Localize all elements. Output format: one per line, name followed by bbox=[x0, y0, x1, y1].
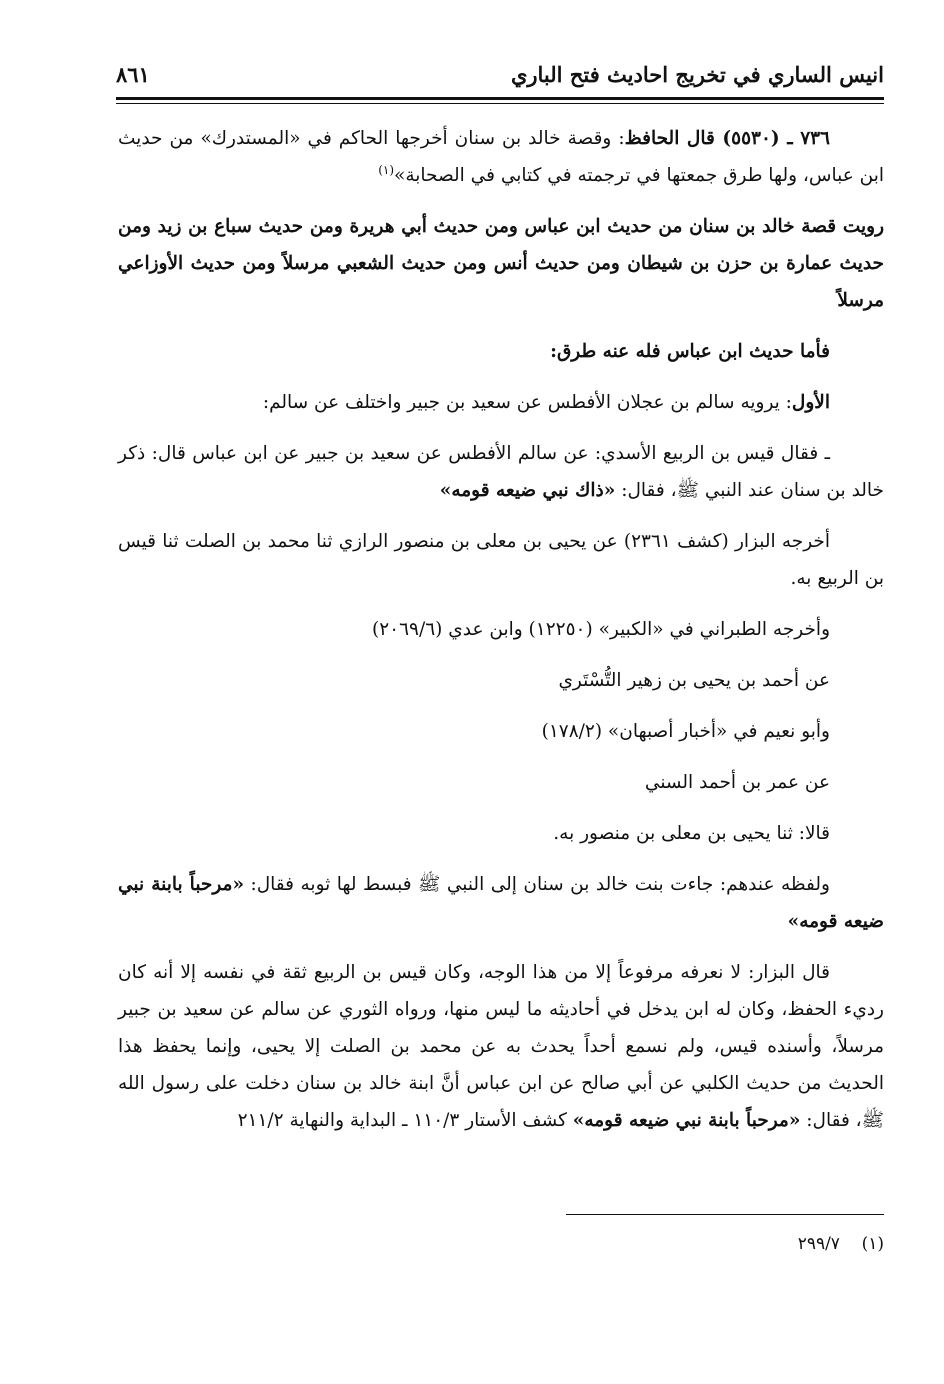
paragraph-tabarani: وأخرجه الطبراني في «الكبير» (١٢٢٥٠) وابن عدي (٢٠٦٩/٦) bbox=[372, 619, 830, 640]
paragraph-narrations: رويت قصة خالد بن سنان من حديث ابن عباس ومن حديث أبي هريرة ومن حديث سباع بن زيد ومن حديث عمارة بن حزن بن شيطان ومن حديث أنس ومن حديث الشعبي مرسلاً ومن حديث الأوزاعي مرسلاً bbox=[118, 216, 884, 311]
page-number: ٨٦١ bbox=[116, 62, 150, 87]
header-rule-thick bbox=[116, 97, 884, 100]
paragraph-umar: عن عمر بن أحمد السني bbox=[644, 772, 830, 793]
entry-number: ٧٣٦ ـ (٥٥٣٠) قال الحافظ bbox=[624, 128, 830, 149]
footnote-rule bbox=[566, 1214, 884, 1215]
paragraph-ibn-abbas-heading: فأما حديث ابن عباس فله عنه طرق: bbox=[550, 341, 830, 362]
book-title: انيس الساري في تخريج احاديث فتح الباري bbox=[510, 62, 884, 87]
paragraph-qala: قالا: ثنا يحيى بن معلى بن منصور به. bbox=[553, 823, 830, 844]
paragraph-bazzar: أخرجه البزار (كشف ٢٣٦١) عن يحيى بن معلى بن منصور الرازي ثنا محمد بن الصلت ثنا قيس بن الربيع به. bbox=[118, 531, 884, 589]
main-text bbox=[118, 120, 884, 1153]
footnote-marker: (١) bbox=[861, 1234, 884, 1254]
hadith-quote: «مرحباً بابنة نبي ضيعه قومه» bbox=[118, 874, 884, 932]
paragraph-hafiz-quote: ٧٣٦ ـ (٥٥٣٠) قال الحافظ: وقصة خالد بن سنان أخرجها الحاكم في «المستدرك» من حديث ابن عباس، ولها طرق جمعتها في ترجمته في كتابي في الصحابة»$^{(١)}$ bbox=[118, 128, 884, 186]
footnote bbox=[798, 1234, 884, 1254]
paragraph-qays: ـ فقال قيس بن الربيع الأسدي: عن سالم الأفطس عن سعيد بن جبير عن ابن عباس قال: ذكر خالد بن سنان عند النبي ﷺ، فقال: «ذاك نبي ضيعه قومه» bbox=[118, 443, 884, 501]
hadith-quote: «مرحباً بابنة نبي ضيعه قومه» bbox=[572, 1110, 801, 1131]
page-header bbox=[116, 60, 884, 94]
paragraph-bazzar-comment: قال البزار: لا نعرفه مرفوعاً إلا من هذا الوجه، وكان قيس بن الربيع ثقة في نفسه إلا أنه كان رديء الحفظ، وكان له ابن يدخل في أحاديثه ما ليس منها، ورواه الثوري عن سالم عن سعيد بن جبير مرسلاً، وأسنده قيس، ولم نسمع أحداً يحدث به عن محمد بن الصلت إلا يحيى، وإنما يحفظ هذا الحديث من حديث الكلبي عن أبي صالح عن ابن عباس أنَّ ابنة خالد بن سنان دخلت على رسول الله ﷺ، فقال: «مرحباً بابنة نبي ضيعه قومه» كشف الأستار ١١٠/٣ ـ البداية والنهاية ٢١١/٢ bbox=[118, 962, 884, 1131]
hadith-quote: «ذاك نبي ضيعه قومه» bbox=[439, 480, 616, 501]
paragraph-first-path: الأول: يرويه سالم بن عجلان الأفطس عن سعيد بن جبير واختلف عن سالم: bbox=[262, 392, 830, 413]
paragraph-ahmad: عن أحمد بن يحيى بن زهير التُّسْتَري bbox=[558, 670, 830, 691]
footnote-text: ٢٩٩/٧ bbox=[797, 1234, 840, 1254]
footnote-ref: (١) bbox=[378, 162, 395, 177]
paragraph-wording: ولفظه عندهم: جاءت بنت خالد بن سنان إلى النبي ﷺ فبسط لها ثوبه فقال: «مرحباً بابنة نبي ضيعه قومه» bbox=[118, 874, 884, 932]
header-rule-thin bbox=[116, 103, 884, 104]
paragraph-abu-nuaym: وأبو نعيم في «أخبار أصبهان» (١٧٨/٢) bbox=[541, 721, 830, 742]
